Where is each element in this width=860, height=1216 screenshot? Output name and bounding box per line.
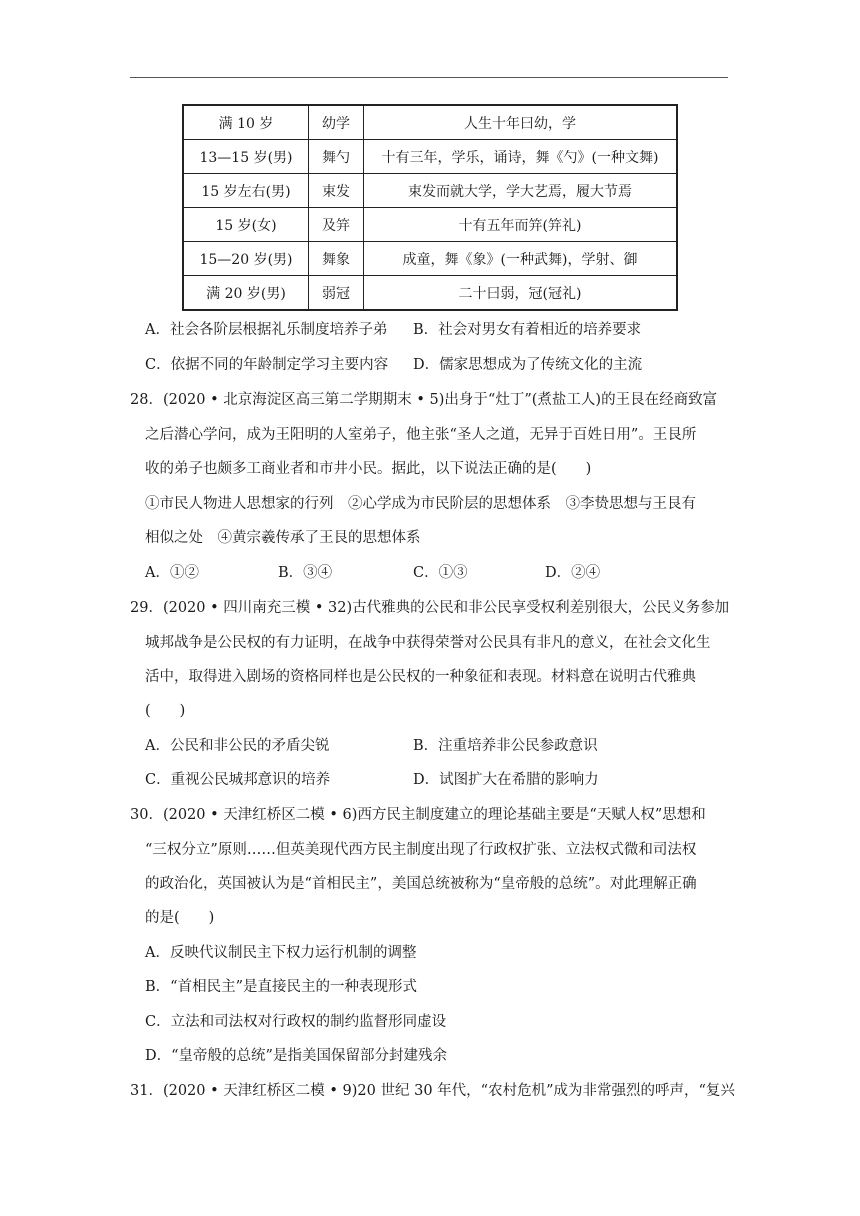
q28-line-3: 收的弟子也颇多工商业者和市井小民。据此，以下说法正确的是( ) [145,461,592,477]
q28-line-4: ①市民人物进人思想家的行列 ②心学成为市民阶层的思想体系 ③李贽思想与王艮有 [145,496,696,512]
stage-cell: 及笄 [309,208,364,242]
stage-cell: 幼学 [309,105,364,140]
q30-line-3: 的政治化，英国被认为是“首相民主”，美国总统被称为“皇帝般的总统”。对此理解正确 [145,876,697,892]
description-cell: 成童，舞《象》(一种武舞)，学射、御 [364,242,678,276]
q30-option-b[interactable]: B．“首相民主”是直接民主的一种表现形式 [145,979,417,995]
q27-option-c[interactable]: C．依据不同的年龄制定学习主要内容 [145,357,389,373]
stage-cell: 舞象 [309,242,364,276]
q29-line-3: 活中，取得进入剧场的资格同样也是公民权的一种象征和表现。材料意在说明古代雅典 [145,669,696,685]
q30-option-c[interactable]: C．立法和司法权对行政权的制约监督形同虚设 [145,1014,447,1030]
q29-option-b[interactable]: B．注重培养非公民参政意识 [413,738,598,754]
q29-line-1: 29．(2020 • 四川南充三模 • 32)古代雅典的公民和非公民享受权利差别很大，公民义务参加 [130,600,730,616]
table-row [183,276,677,311]
q28-option-b[interactable]: B．③④ [278,565,333,581]
q28-line-2: 之后潜心学问，成为王阳明的人室弟子，他主张“圣人之道，无异于百姓日用”。王艮所 [145,427,697,443]
description-cell: 束发而就大学，学大艺焉，履大节焉 [364,174,678,208]
table-row [183,140,677,174]
q28-line-5: 相似之处 ④黄宗羲传承了王艮的思想体系 [145,530,421,546]
q31-line-1: 31．(2020 • 天津红桥区二模 • 9)20 世纪 30 年代，“农村危机”成为非常强烈的呼声，“复兴 [130,1083,735,1099]
age-cell: 15 岁左右(男) [183,174,309,208]
q30-line-2: “三权分立”原则……但英美现代西方民主制度出现了行政权扩张、立法权式微和司法权 [145,842,697,858]
table-row [183,105,677,140]
q29-line-2: 城邦战争是公民权的有力证明，在战争中获得荣誉对公民具有非凡的意义，在社会文化生 [145,635,711,651]
q29-option-c[interactable]: C．重视公民城邦意识的培养 [145,772,331,788]
q30-option-d[interactable]: D．“皇帝般的总统”是指美国保留部分封建残余 [145,1048,447,1064]
age-cell: 满 10 岁 [183,105,309,140]
q27-option-b[interactable]: B．社会对男女有着相近的培养要求 [413,322,642,338]
description-cell: 十有五年而笄(笄礼) [364,208,678,242]
q28-line-1: 28．(2020 • 北京海淀区高三第二学期期末 • 5)出身于“灶丁”(煮盐工人)的王艮在经商致富 [130,392,718,408]
table-row [183,174,677,208]
stage-cell: 束发 [309,174,364,208]
table-row [183,242,677,276]
description-cell: 十有三年，学乐，诵诗，舞《勺》(一种文舞) [364,140,678,174]
q29-option-a[interactable]: A．公民和非公民的矛盾尖锐 [145,738,330,754]
q28-option-d[interactable]: D．②④ [545,565,601,581]
q30-option-a[interactable]: A．反映代议制民主下权力运行机制的调整 [145,945,417,961]
age-cell: 15 岁(女) [183,208,309,242]
age-cell: 满 20 岁(男) [183,276,309,311]
q27-option-d[interactable]: D．儒家思想成为了传统文化的主流 [413,357,643,373]
table-row [183,208,677,242]
q30-line-1: 30．(2020 • 天津红桥区二模 • 6)西方民主制度建立的理论基础主要是“天赋人权”思想和 [130,807,706,823]
q29-option-d[interactable]: D．试图扩大在希腊的影响力 [413,772,599,788]
description-cell: 二十曰弱，冠(冠礼) [364,276,678,311]
stage-cell: 舞勺 [309,140,364,174]
q28-option-c[interactable]: C．①③ [413,565,468,581]
description-cell: 人生十年曰幼，学 [364,105,678,140]
header-rule [130,77,728,78]
q29-line-4: ( ) [145,703,186,719]
age-cell: 15—20 岁(男) [183,242,309,276]
q27-option-a[interactable]: A．社会各阶层根据礼乐制度培养子弟 [145,322,388,338]
q30-line-4: 的是( ) [145,910,215,926]
q28-option-a[interactable]: A．①② [145,565,199,581]
age-cell: 13—15 岁(男) [183,140,309,174]
age-education-table [182,104,678,311]
stage-cell: 弱冠 [309,276,364,311]
